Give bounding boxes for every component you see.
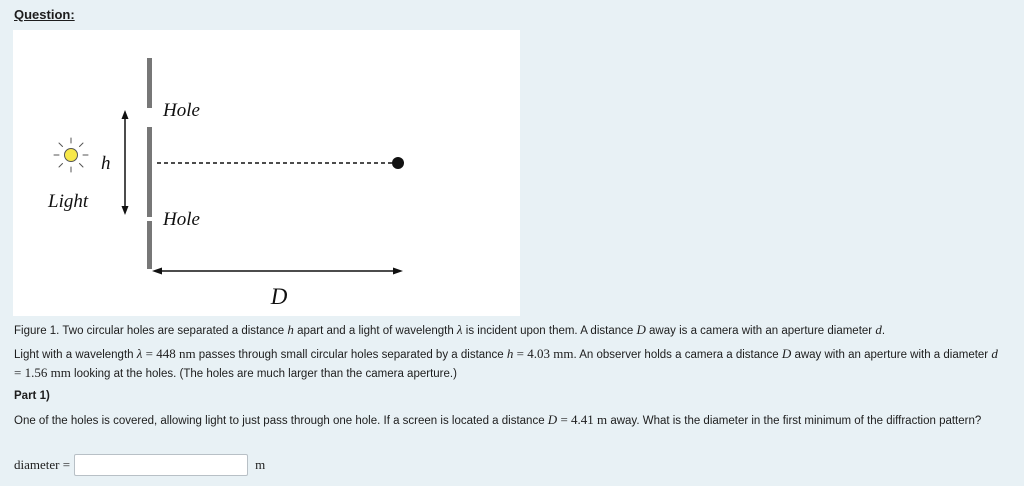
question-heading: Question: [14,7,75,22]
d-arrow [152,268,403,275]
light-label: Light [48,191,89,212]
answer-row [14,453,265,477]
hole-bottom-label: Hole [163,209,200,230]
part-question: One of the holes is covered, allowing light to just pass through one hole. If a screen is located a distance D = 4.41 m away. What is the diameter in the first minimum of the diffraction pattern? [14,412,982,427]
observer-point [392,157,404,169]
diameter-label: diameter = [14,457,71,472]
figure-diagram [13,30,520,316]
h-label: h [101,153,111,174]
barrier-middle [147,127,152,217]
barrier-top [147,58,152,108]
barrier-bottom [147,221,152,269]
d-label: D [270,284,288,309]
problem-statement: Light with a wavelength λ = 448 nm passes through small circular holes separated by a distance h = 4.03 mm. An observer holds a camera a distance D away with an aperture with a diameter d = 1.56 mm looking at the holes. (The holes are much larger than the camera aperture.) [14,346,998,380]
figure-caption: Figure 1. Two circular holes are separated a distance h apart and a light of wavelength λ is incident upon them. A distance D away is a camera with an aperture diameter d. [14,322,886,337]
h-arrow [122,110,129,215]
unit-label: m [255,457,266,472]
part-label: Part 1) [14,390,50,402]
hole-top-label: Hole [163,100,200,121]
diameter-input[interactable] [74,454,248,476]
sun-icon [54,138,88,172]
